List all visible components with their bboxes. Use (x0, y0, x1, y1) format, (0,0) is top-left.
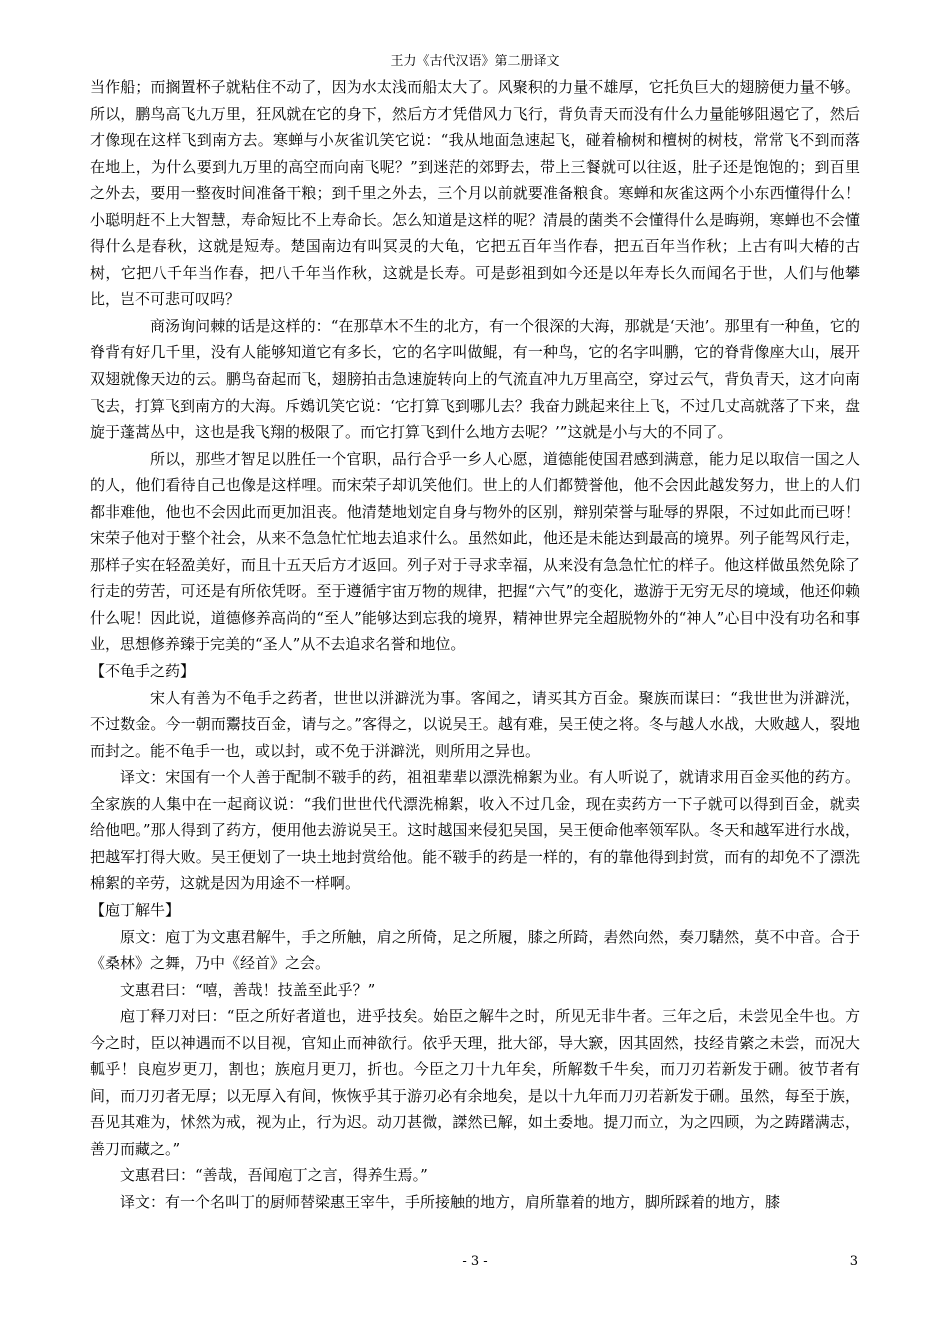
original-text-pao-ding: 原文：庖丁为文惠君解牛，手之所触，肩之所倚，足之所履，膝之所踦，砉然向然，奏刀騞然，莫不中音。合于《桑林》之舞，乃中《经首》之会。 (90, 927, 860, 973)
section-heading-bu-gui-shou: 【不龟手之药】 (90, 662, 196, 681)
dialogue-wenhuijun-1: 文惠君曰：“嘻，善哉！技盖至此乎？” (120, 980, 376, 999)
section-heading-pao-ding: 【庖丁解牛】 (90, 900, 181, 919)
running-header: 王力《古代汉语》第二册译文 (390, 54, 560, 69)
translation-pao-ding: 译文：有一个名叫丁的厨师替梁惠王宰牛，手所接触的地方，肩所靠着的地方，脚所踩着的地方，膝 (120, 1192, 781, 1211)
dialogue-wenhuijun-2: 文惠君曰：“善哉，吾闻庖丁之言，得养生焉。” (120, 1166, 428, 1185)
paragraph-tang-asks-ji: 商汤询问棘的话是这样的：“在那草木不生的北方，有一个很深的大海，那就是‘天池’。那里有一种鱼，它的脊背有好几千里，没有人能够知道它有多长，它的名字叫做鲲，有一种鸟，它的名字叫鹏，它的脊背像座大山，展开双翅就像天边的云。鹏鸟奋起而飞，翅膀拍击急速旋转向上的气流直冲九万里高空，穿过云气，背负青天，这才向南飞去，打算飞到南方的大海。斥鴳讥笑它说：‘它打算飞到哪儿去？我奋力跳起来往上飞，不过几丈高就落了下来，盘旋于蓬蒿丛中，这也是我飞翔的极限了。而它打算飞到什么地方去呢？’”这就是小与大的不同了。 (90, 316, 860, 442)
original-text-bu-gui-shou: 宋人有善为不龟手之药者，世世以洴澼洸为事。客闻之，请买其方百金。聚族而谋曰：“我世世为洴澼洸，不过数金。今一朝而鬻技百金，请与之。”客得之，以说吴王。越有难，吴王使之将。冬与越人水战，大败越人，裂地而封之。能不龟手一也，或以封，或不免于洴澼洸，则所用之异也。 (90, 688, 860, 760)
paragraph-song-rongzi: 所以，那些才智足以胜任一个官职，品行合乎一乡人心愿，道德能使国君感到满意，能力足以取信一国之人的人，他们看待自己也像是这样哩。而宋荣子却讥笑他们。世上的人们都赞誉他，他不会因此越发努力，世上的人们都非难他，他也不会因此而更加沮丧。他清楚地划定自身与物外的区别，辩别荣誉与耻辱的界限，不过如此而已呀！宋荣子他对于整个社会，从来不急急忙忙地去追求什么。虽然如此，他还是未能达到最高的境界。列子能驾风行走，那样子实在轻盈美好，而且十五天后方才返回。列子对于寻求幸福，从来没有急急忙忙的样子。他这样做虽然免除了行走的劳苦，可还是有所依凭呀。至于遵循宇宙万物的规律，把握“六气”的变化，遨游于无穷无尽的境域，他还仰赖什么呢！因此说，道德修养高尚的“至人”能够达到忘我的境界，精神世界完全超脱物外的“神人”心目中没有功名和事业，思想修养臻于完美的“圣人”从不去追求名誉和地位。 (90, 449, 860, 654)
paragraph-continuation: 当作船；而搁置杯子就粘住不动了，因为水太浅而船太大了。风聚积的力量不雄厚，它托负巨大的翅膀便力量不够。所以，鹏鸟高飞九万里，狂风就在它的身下，然后方才凭借风力飞行，背负青天而没有什么力量能够阻遏它了，然后才像现在这样飞到南方去。寒蝉与小灰雀讥笑它说：“我从地面急速起飞，碰着榆树和檀树的树枝，常常飞不到而落在地上，为什么要到九万里的高空而向南飞呢？”到迷茫的郊野去，带上三餐就可以往返，肚子还是饱饱的；到百里之外去，要用一整夜时间准备干粮；到千里之外去，三个月以前就要准备粮食。寒蝉和灰雀这两个小东西懂得什么！小聪明赶不上大智慧，寿命短比不上寿命长。怎么知道是这样的呢？清晨的菌类不会懂得什么是晦朔，寒蝉也不会懂得什么是春秋，这就是短寿。楚国南边有叫冥灵的大龟，它把五百年当作春，把五百年当作秋；上古有叫大椿的古树，它把八千年当作春，把八千年当作秋，这就是长寿。可是彭祖到如今还是以年寿长久而闻名于世，人们与他攀比，岂不可悲可叹吗？ (90, 78, 860, 309)
page-number-right: 3 (849, 1254, 858, 1269)
body-text (90, 74, 860, 1216)
translation-bu-gui-shou: 译文：宋国有一个人善于配制不皲手的药，祖祖辈辈以漂洗棉絮为业。有人听说了，就请求用百金买他的药方。全家族的人集中在一起商议说：“我们世世代代漂洗棉絮，收入不过几金，现在卖药方一下子就可以得到百金，就卖给他吧。”那人得到了药方，便用他去游说吴王。这时越国来侵犯吴国，吴王便命他率领军队。冬天和越军进行水战，把越军打得大败。吴王便划了一块土地封赏给他。能不皲手的药是一样的，有的靠他得到封赏，而有的却免不了漂洗棉絮的辛劳，这就是因为用途不一样啊。 (90, 768, 860, 893)
page-number-center: - 3 - (462, 1254, 488, 1269)
dialogue-pao-ding-reply: 庖丁释刀对曰：“臣之所好者道也，进乎技矣。始臣之解牛之时，所见无非牛者。三年之后，未尝见全牛也。方今之时，臣以神遇而不以目视，官知止而神欲行。依乎天理，批大郤，导大窾，因其固然，技经肯綮之未尝，而况大軱乎！良庖岁更刀，割也；族庖月更刀，折也。今臣之刀十九年矣，所解数千牛矣，而刀刃若新发于硎。彼节者有间，而刀刃者无厚；以无厚入有间，恢恢乎其于游刃必有余地矣，是以十九年而刀刃若新发于硎。虽然，每至于族，吾见其难为，怵然为戒，视为止，行为迟。动刀甚微，謋然已解，如土委地。提刀而立，为之四顾，为之踌躇满志，善刀而藏之。” (90, 1007, 860, 1158)
